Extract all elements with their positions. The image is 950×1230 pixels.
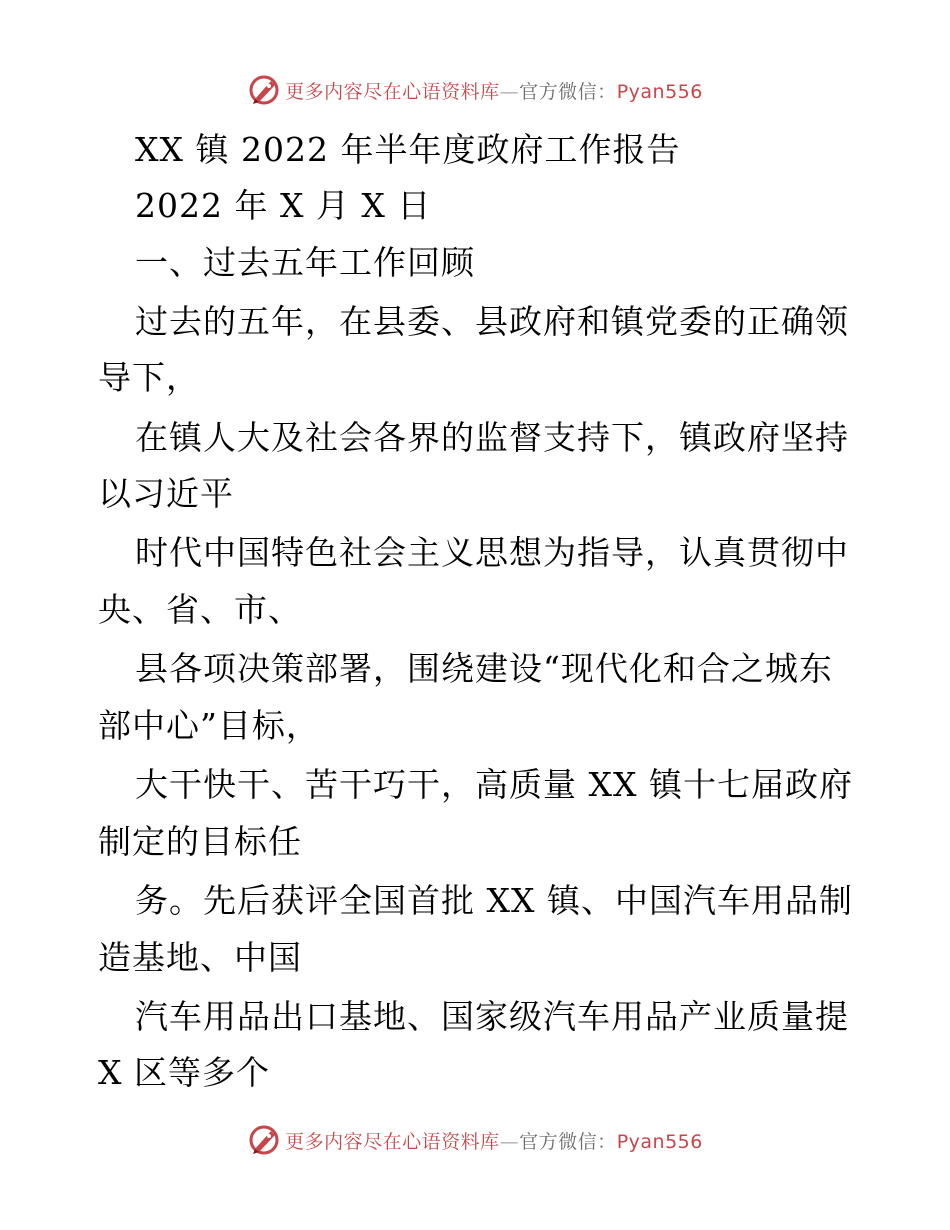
section-heading: 一、过去五年工作回顾: [135, 243, 475, 282]
footer-banner: [0, 1120, 950, 1160]
paragraph-line: 以习近平: [98, 474, 234, 513]
banner-dash: —: [499, 80, 520, 103]
banner-text: [285, 77, 703, 104]
pen-logo-icon: [247, 73, 281, 107]
document-title: XX 镇 2022 年半年度政府工作报告: [135, 130, 681, 169]
paragraph-line: 央、省、市、: [98, 590, 302, 629]
paragraph-line: 导下，: [98, 358, 200, 397]
paragraph-line: 造基地、中国: [98, 938, 302, 977]
paragraph-line: 县各项决策部署，围绕建设“现代化和合之城东: [135, 649, 833, 688]
banner-main-text: 更多内容尽在心语资料库: [285, 1130, 500, 1153]
banner-main-text: 更多内容尽在心语资料库: [285, 80, 500, 103]
banner-wechat-id: Pyan556: [616, 1130, 703, 1153]
paragraph-line: 制定的目标任: [98, 822, 302, 861]
banner-wechat-label: 官方微信：: [519, 1130, 617, 1153]
paragraph-line: X 区等多个: [98, 1053, 270, 1092]
pen-logo-icon: [247, 1123, 281, 1157]
footer-banner-content: [247, 1123, 703, 1157]
banner-text: [285, 1127, 703, 1154]
document-date: 2022 年 X 月 X 日: [135, 186, 432, 225]
header-banner-content: [247, 73, 703, 107]
paragraph-line: 在镇人大及社会各界的监督支持下，镇政府坚持: [135, 418, 849, 457]
paragraph-line: 过去的五年，在县委、县政府和镇党委的正确领: [135, 302, 849, 341]
paragraph-line: 大干快干、苦干巧干，高质量 XX 镇十七届政府: [135, 765, 853, 804]
header-banner: [0, 70, 950, 110]
paragraph-line: 部中心”目标，: [98, 706, 320, 745]
banner-wechat-label: 官方微信：: [519, 80, 617, 103]
banner-dash: —: [499, 1130, 520, 1153]
paragraph-line: 汽车用品出口基地、国家级汽车用品产业质量提: [135, 997, 849, 1036]
paragraph-line: 务。先后获评全国首批 XX 镇、中国汽车用品制: [135, 881, 853, 920]
paragraph-line: 时代中国特色社会主义思想为指导，认真贯彻中: [135, 533, 849, 572]
banner-wechat-id: Pyan556: [616, 80, 703, 103]
